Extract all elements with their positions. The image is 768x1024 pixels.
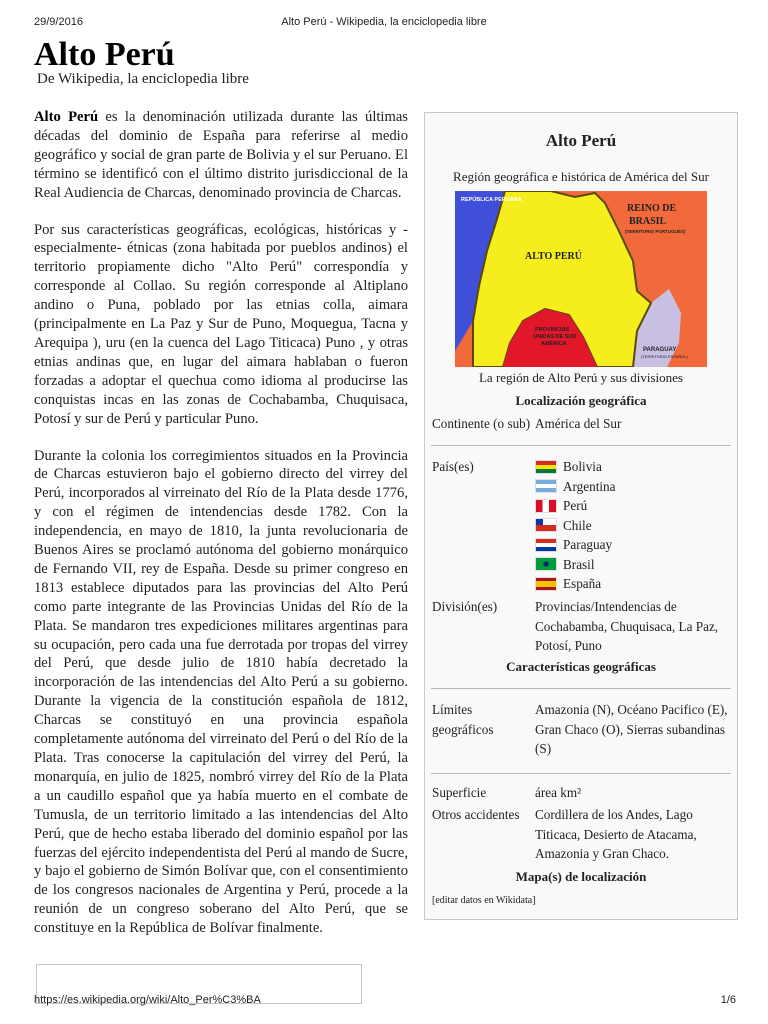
paragraph-1-text: es la denominación utilizada durante las últimas décadas del dominio de España para referirse al medio geográfico y social de gran parte de Bolivia y el sur Peruano. El término se identificó con el último distrito jurisdiccional de la Real Audiencia de Charcas, denominado provincia de Charcas. [34, 109, 408, 201]
country-name: Paraguay [563, 537, 613, 552]
infobox [424, 112, 738, 920]
flag-brasil-icon [535, 557, 557, 571]
country-name: Argentina [563, 478, 616, 494]
map-label-reino-brasil-1: REINO DE [627, 203, 677, 214]
label-continente: Continente (o sub) [432, 416, 531, 431]
label-division: División(es) [432, 599, 498, 614]
page-subtitle: De Wikipedia, la enciclopedia libre [37, 71, 249, 87]
country-name: España [563, 576, 602, 591]
section-head-mapas: Mapa(s) de localización [515, 869, 647, 884]
flag-espana-icon [535, 577, 557, 591]
country-item[interactable] [535, 574, 731, 594]
country-item[interactable] [535, 477, 731, 497]
country-item[interactable] [535, 496, 731, 516]
infobox-title: Alto Perú [545, 131, 617, 150]
print-page-title: Alto Perú - Wikipedia, la enciclopedia libre [281, 16, 487, 28]
paragraph-3: Durante la colonia los corregimientos situados en la Provincia de Charcas estuvieron bajo el gobierno directo del virrey del Perú, incorporados al virreinato del Río de la Plata desde 1776, y con el régimen de intendencias desde 1782. Con la independencia, en mayo de 1810, la junta revolucionaria de Buenos Aires se proclamó autónoma del gobierno monárquico de Fernando VII, rey de España. Desde su primer congreso en 1813 establece diputados para las provincias del Alto Perú como parte integrante de las Provincias Unidas del Río de la Plata. Se mandaron tres expediciones militares argentinas para su ocupación, pero cada una fue derrotada por tropas del virrey del Perú, que desde julio de 1810 había decretado la incorporación de las intendencias del Alto Perú a su gobierno. Durante la vigencia de la constitución española de 1812, Charcas se constituyó en una provincia española completamente autónoma del virreinato del Perú o del Río de la Plata. Tras conocerse la capitulación del virrey del Perú, la monarquía, en julio de 1825, nombró virrey del Río de la Plata a un caudillo español que ya había muerto en el combate de Tumusla, de un territorio limitado a las intendencias del Alto Perú, que de hecho estaba liberado del dominio español por las fuerzas del ejército independentista del Perú al mando de Sucre, y bajo el gobierno de Simón Bolívar que, con el consentimiento de los congresos nacionales de Argentina y Perú, procede a la reunión de un congreso soberano del Alto Perú, que se constituye en la República de Bolívar finalmente. [34, 447, 408, 937]
label-paises: País(es) [432, 459, 474, 474]
country-item[interactable] [535, 535, 731, 555]
flag-paraguay-icon [535, 538, 557, 552]
value-division[interactable]: Provincias/Intendencias de Cochabamba, Chuquisaca, La Paz, Potosí, Puno [535, 599, 719, 653]
country-item[interactable] [535, 516, 731, 536]
country-name: Chile [563, 517, 592, 533]
value-limites: Amazonia (N), Océano Pacifico (E), Gran Chaco (O), Sierras subandinas (S) [535, 702, 728, 756]
value-continente: América del Sur [535, 416, 622, 431]
label-limites: Límites geográficos [432, 702, 494, 737]
paragraph-1 [34, 108, 408, 203]
print-date: 29/9/2016 [34, 16, 83, 28]
value-superficie: área km² [535, 785, 582, 800]
section-head-localizacion: Localización geográfica [515, 393, 647, 408]
print-page-number: 1/6 [720, 994, 736, 1006]
infobox-divider [431, 688, 731, 689]
map-label-territorio-espanol: (TERRITORIO ESPAÑOL) [641, 354, 688, 359]
flag-bolivia-icon [535, 460, 557, 474]
region-map[interactable] [455, 191, 707, 367]
value-otros-accidentes[interactable]: Cordillera de los Andes, Lago Titicaca, Desierto de Atacama, Amazonia y Gran Chaco. [535, 807, 697, 861]
article-term: Alto Perú [34, 109, 99, 125]
infobox-caption: Región geográfica e histórica de América del Sur [453, 169, 709, 184]
map-label-reino-brasil-2: BRASIL [629, 216, 667, 227]
flag-chile-icon [535, 518, 557, 532]
paragraph-2: Por sus características geográficas, ecológicas, históricas y - especialmente- étnicas (zona habitada por pueblos andinos) el territorio propiamente dicho "Alto Perú" correspondía y corresponde al Collao. Su región corresponde al Altiplano andino o Puna, poblado por las etnias colla, aimara (principalmente en La Paz y Sur de Puno, Moquegua, Tacna y Arequipa ), uru (en la cuenca del Lago Titicaca) Puno , y otras etnias andinas que, en lugar del aimara hablaban o fueron forzadas a adoptar el quechua como idioma al producirse las conquistas incas en las zonas de Cochabamba, Chuquisaca, Potosí y sur de Perú y particular Puno. [34, 221, 408, 427]
page-title: Alto Perú [34, 36, 175, 73]
map-label-republica-peruana: REPÚBLICA PERUANA [461, 197, 522, 203]
country-name: Brasil [563, 556, 595, 572]
map-label-territorio-portugues: (TERRITORIO PORTUGUÉS) [625, 229, 686, 234]
infobox-divider [431, 773, 731, 774]
country-name: Perú [563, 498, 588, 513]
infobox-divider [431, 445, 731, 446]
country-item[interactable] [535, 457, 731, 477]
label-otros-accidentes: Otros accidentes [432, 807, 520, 822]
map-caption: La región de Alto Perú y sus divisiones [478, 370, 683, 385]
country-item[interactable] [535, 555, 731, 575]
print-url: https://es.wikipedia.org/wiki/Alto_Per%C3%BA [34, 994, 261, 1006]
section-head-caracteristicas: Características geográficas [506, 659, 656, 674]
article-body [34, 108, 408, 956]
label-superficie: Superficie [432, 785, 487, 800]
country-name: Bolivia [563, 459, 602, 474]
edit-wikidata-link[interactable]: [editar datos en Wikidata] [432, 895, 536, 906]
map-label-paraguay: PARAGUAY [643, 347, 677, 353]
flag-argentina-icon [535, 479, 557, 493]
country-list [535, 457, 731, 594]
map-label-provincias-1: PROVINCIAS [535, 327, 570, 333]
map-label-alto-peru: ALTO PERÚ [525, 251, 582, 262]
flag-peru-icon [535, 499, 557, 513]
map-label-provincias-2: UNIDAS DE SUD [533, 334, 577, 340]
map-label-provincias-3: AMÉRICA [541, 341, 567, 347]
